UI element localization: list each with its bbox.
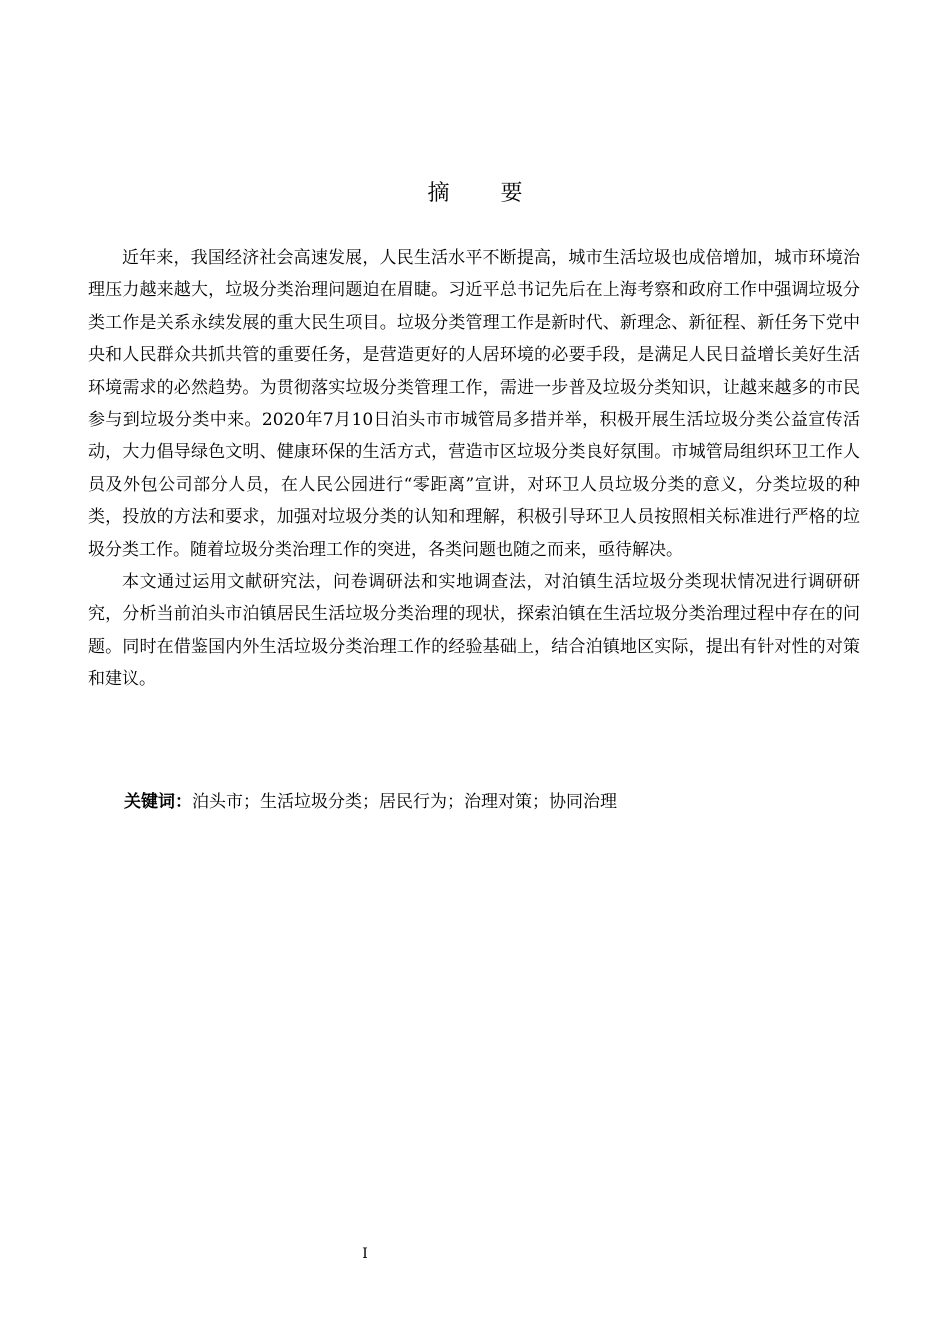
keywords-line	[124, 786, 860, 818]
keywords-text: 泊头市；生活垃圾分类；居民行为；治理对策；协同治理	[192, 792, 617, 812]
abstract-body	[88, 242, 860, 696]
page-number: I	[362, 1246, 368, 1262]
keywords-label: 关键词：	[124, 792, 192, 812]
abstract-paragraph-2: 本文通过运用文献研究法，问卷调研法和实地调查法，对泊镇生活垃圾分类现状情况进行调研研究，分析当前泊头市泊镇居民生活垃圾分类治理的现状，探索泊镇在生活垃圾分类治理过程中存在的问题。同时在借鉴国内外生活垃圾分类治理工作的经验基础上，结合泊镇地区实际，提出有针对性的对策和建议。	[88, 572, 860, 690]
abstract-paragraph-1: 近年来，我国经济社会高速发展，人民生活水平不断提高，城市生活垃圾也成倍增加，城市环境治理压力越来越大，垃圾分类治理问题迫在眉睫。习近平总书记先后在上海考察和政府工作中强调垃圾分类工作是关系永续发展的重大民生项目。垃圾分类管理工作是新时代、新理念、新征程、新任务下党中央和人民群众共抓共管的重要任务，是营造更好的人居环境的必要手段，是满足人民日益增长美好生活环境需求的必然趋势。为贯彻落实垃圾分类管理工作，需进一步普及垃圾分类知识，让越来越多的市民参与到垃圾分类中来。2020年7月10日泊头市市城管局多措并举，积极开展生活垃圾分类公益宣传活动，大力倡导绿色文明、健康环保的生活方式，营造市区垃圾分类良好氛围。市城管局组织环卫工作人员及外包公司部分人员，在人民公园进行“零距离”宣讲，对环卫人员垃圾分类的意义，分类垃圾的种类，投放的方法和要求，加强对垃圾分类的认知和理解，积极引导环卫人员按照相关标准进行严格的垃圾分类工作。随着垃圾分类治理工作的突进，各类问题也随之而来，亟待解决。	[88, 248, 860, 560]
page-title: 摘 要	[427, 181, 545, 206]
